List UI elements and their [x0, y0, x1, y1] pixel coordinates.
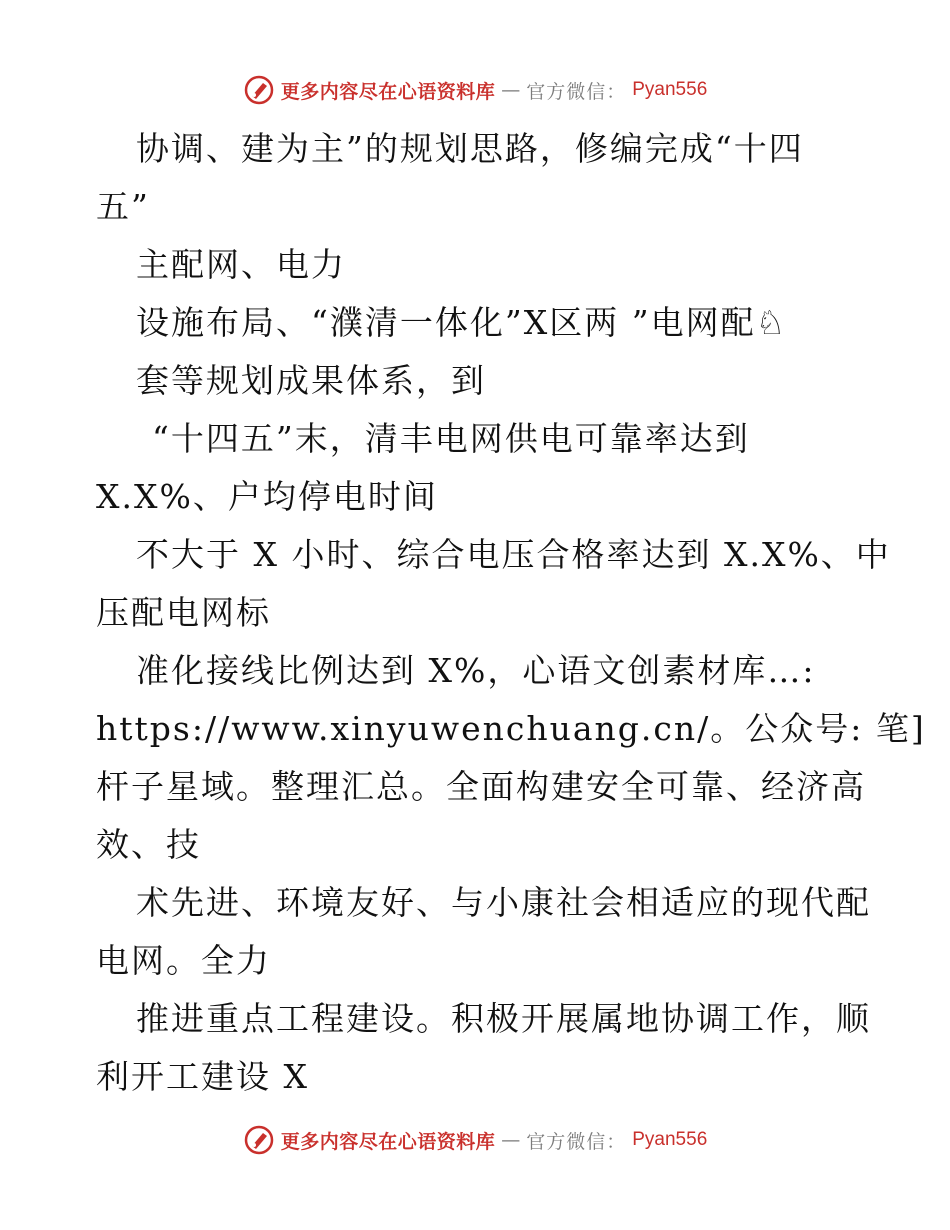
text-line-7: X.X%、户均停电时间 — [96, 477, 438, 516]
header-official-text: 官方微信： — [526, 80, 627, 103]
text-line-3: 主配网、电力 — [136, 245, 346, 284]
text-line-5: 套等规划成果体系，到 — [136, 361, 486, 400]
header-separator: — — [501, 79, 521, 101]
text-line-2: 五” — [96, 187, 150, 226]
text-line-8: 不大于 X 小时、综合电压合格率达到 X.X%、中 — [136, 535, 891, 574]
text-line-6: “十四五”末，清丰电网供电可靠率达到 — [152, 419, 750, 458]
text-line-4: 设施布局、“濮清一体化”X区两 ”电网配♘ — [136, 303, 788, 342]
text-line-10: 准化接线比例达到 X%，心语文创素材库…: — [136, 651, 816, 690]
brand-logo-icon — [243, 74, 275, 106]
footer-separator: — — [501, 1129, 521, 1151]
text-line-15: 电网。全力 — [96, 941, 271, 980]
text-line-9: 压配电网标 — [96, 593, 271, 632]
header-brand-text: 更多内容尽在心语资料库 — [280, 80, 496, 103]
text-line-13: 效、技 — [96, 825, 201, 864]
text-line-12: 杆子星域。整理汇总。全面构建安全可靠、经济高 — [96, 767, 866, 806]
text-line-14: 术先进、环境友好、与小康社会相适应的现代配 — [136, 883, 871, 922]
brand-logo-icon — [243, 1124, 275, 1156]
text-line-17: 利开工建设 X — [96, 1057, 309, 1096]
text-line-1: 协调、建为主”的规划思路，修编完成“十四 — [136, 129, 804, 168]
header-wechat-id: Pyan556 — [632, 79, 708, 100]
footer-wechat-id: Pyan556 — [632, 1129, 708, 1150]
footer-official-text: 官方微信： — [526, 1130, 627, 1153]
text-line-11: https://www.xinyuwenchuang.cn/。公众号: 笔] — [96, 709, 926, 748]
footer-banner — [0, 1120, 950, 1160]
document-body — [96, 120, 926, 1106]
footer-brand-text: 更多内容尽在心语资料库 — [280, 1130, 496, 1153]
header-banner — [0, 70, 950, 110]
text-line-16: 推进重点工程建设。积极开展属地协调工作，顺 — [136, 999, 871, 1038]
